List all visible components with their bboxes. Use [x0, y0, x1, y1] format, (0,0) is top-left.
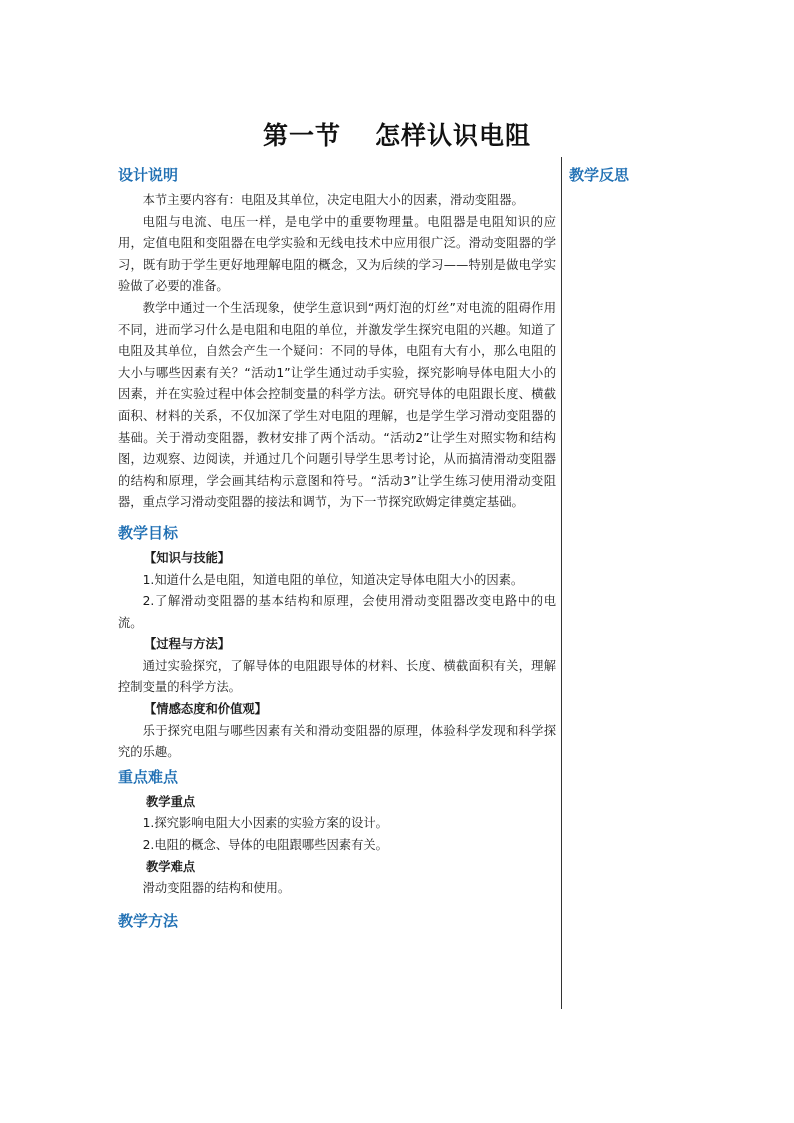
reflection-column	[569, 164, 729, 186]
design-section	[118, 164, 556, 514]
main-column	[118, 164, 556, 936]
knowledge-label: 【知识与技能】	[144, 550, 231, 565]
focus-label: 教学重点	[146, 794, 196, 809]
goals-heading: 教学目标	[118, 523, 179, 542]
methods-heading: 教学方法	[118, 911, 179, 930]
reflection-heading: 教学反思	[569, 166, 630, 184]
design-paragraph: 电阻与电流、电压一样，是电学中的重要物理量。电阻器是电阻知识的应用，定值电阻和变阻器在电学实验和无线电技术中应用很广泛。滑动变阻器的学习，既有助于学生更好地理解电阻的概念，又为后续的学习——特别是做电学实验做了必要的准备。	[118, 214, 556, 294]
focus-item: 2.电阻的概念、导体的电阻跟哪些因素有关。	[142, 838, 388, 853]
difficulty-text: 滑动变阻器的结构和使用。	[142, 881, 291, 896]
knowledge-item: 2.了解滑动变阻器的基本结构和原理，会使用滑动变阻器改变电路中的电流。	[118, 594, 556, 630]
focus-item: 1.探究影响电阻大小因素的实验方案的设计。	[142, 816, 388, 831]
process-text: 通过实验探究，了解导体的电阻跟导体的材料、长度、横截面积有关，理解控制变量的科学方法。	[118, 658, 556, 695]
emotion-label: 【情感态度和价值观】	[144, 702, 267, 717]
design-heading: 设计说明	[118, 166, 179, 184]
goals-section	[118, 522, 556, 764]
keypoints-heading: 重点难点	[118, 767, 179, 786]
emotion-text: 乐于探究电阻与哪些因素有关和滑动变阻器的原理，体验科学发现和科学探究的乐趣。	[118, 723, 556, 760]
process-label: 【过程与方法】	[144, 637, 231, 652]
keypoints-section	[118, 766, 556, 900]
page-title-topic: 怎样认识电阻	[375, 121, 532, 150]
page-title	[0, 116, 794, 152]
methods-section	[118, 910, 556, 932]
difficulty-label: 教学难点	[146, 859, 196, 874]
knowledge-item: 1.知道什么是电阻，知道电阻的单位，知道决定导体电阻大小的因素。	[142, 572, 524, 587]
design-paragraph: 本节主要内容有：电阻及其单位，决定电阻大小的因素，滑动变阻器。	[142, 193, 524, 207]
column-divider	[561, 157, 562, 1009]
page-title-section: 第一节	[262, 121, 341, 150]
design-paragraph: 教学中通过一个生活现象，使学生意识到“两灯泡的灯丝”对电流的阻碍作用不同，进而学习什么是电阻和电阻的单位，并激发学生探究电阻的兴趣。知道了电阻及其单位，自然会产生一个疑问：不同的导体，电阻有大有小，那么电阻的大小与哪些因素有关？“活动1”让学生通过动手实验，探究影响导体电阻大小的因素，并在实验过程中体会控制变量的科学方法。研究导体的电阻跟长度、横截面积、材料的关系，不仅加深了学生对电阻的理解，也是学生学习滑动变阻器的基础。关于滑动变阻器，教材安排了两个活动。“活动2”让学生对照实物和结构图，边观察、边阅读，并通过几个问题引导学生思考讨论，从而搞清滑动变阻器的结构和原理，学会画其结构示意图和符号。“活动3”让学生练习使用滑动变阻器，重点学习滑动变阻器的接法和调节，为下一节探究欧姆定律奠定基础。	[118, 300, 556, 510]
